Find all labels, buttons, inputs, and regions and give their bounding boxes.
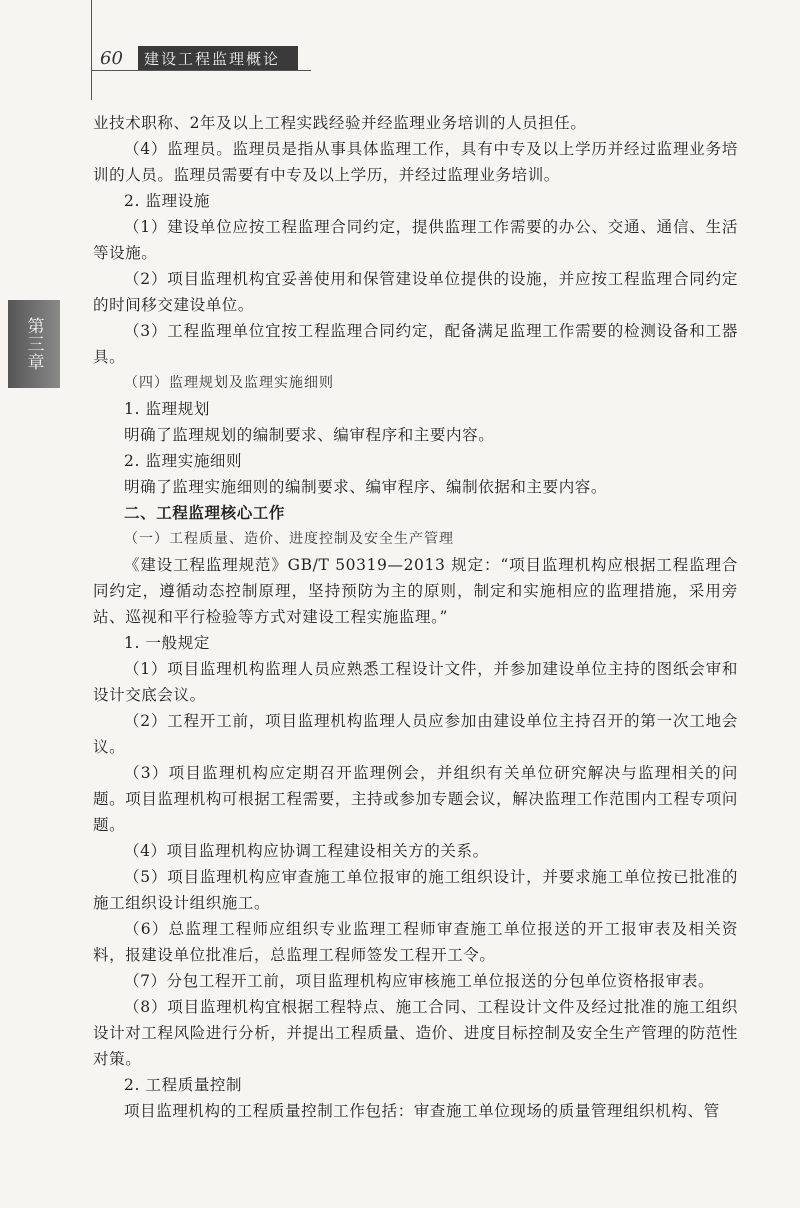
header-horizontal-rule (91, 70, 311, 71)
body-paragraph: 2. 工程质量控制 (124, 1076, 243, 1094)
page-body (93, 110, 738, 1124)
body-paragraph: （3）工程监理单位宜按工程监理合同约定，配备满足监理工作需要的检测设备和工器具。 (93, 322, 738, 366)
body-paragraph: （7）分包工程开工前，项目监理机构应审核施工单位报送的分包单位资格报审表。 (124, 972, 715, 990)
chapter-tab: 第三章 (8, 300, 60, 388)
section-heading: 二、工程监理核心工作 (124, 504, 286, 522)
body-paragraph: 明确了监理实施细则的编制要求、编审程序、编制依据和主要内容。 (124, 478, 608, 496)
body-paragraph: （4）项目监理机构应协调工程建设相关方的关系。 (124, 842, 489, 860)
page-number: 60 (100, 48, 123, 69)
header-vertical-rule (91, 0, 92, 100)
body-paragraph: （4）监理员。监理员是指从事具体监理工作，具有中专及以上学历并经过监理业务培训的人员。监理员需要有中专及以上学历，并经过监理业务培训。 (93, 140, 738, 184)
section-heading: （四）监理规划及监理实施细则 (124, 375, 334, 391)
body-paragraph: 1. 一般规定 (124, 634, 210, 652)
body-paragraph: （6）总监理工程师应组织专业监理工程师审查施工单位报送的开工报审表及相关资料，报建设单位批准后，总监理工程师签发工程开工令。 (93, 920, 738, 964)
body-paragraph: （2）项目监理机构宜妥善使用和保管建设单位提供的设施，并应按工程监理合同约定的时间移交建设单位。 (93, 270, 738, 314)
body-paragraph: 《建设工程监理规范》GB/T 50319—2013 规定：“项目监理机构应根据工程监理合同约定，遵循动态控制原理，坚持预防为主的原则，制定和实施相应的监理措施，采用旁站、巡视和平行检验等方式对建设工程实施监理。” (93, 556, 738, 626)
book-title: 建设工程监理概论 (138, 46, 298, 70)
body-paragraph: （1）建设单位应按工程监理合同约定，提供监理工作需要的办公、交通、通信、生活等设施。 (93, 218, 738, 262)
body-paragraph: （5）项目监理机构应审查施工单位报审的施工组织设计，并要求施工单位按已批准的施工组织设计组织施工。 (93, 868, 738, 912)
body-paragraph: 项目监理机构的工程质量控制工作包括：审查施工单位现场的质量管理组织机构、管 (124, 1102, 720, 1120)
body-paragraph: （3）项目监理机构应定期召开监理例会，并组织有关单位研究解决与监理相关的问题。项目监理机构可根据工程需要，主持或参加专题会议，解决监理工作范围内工程专项问题。 (93, 764, 738, 834)
body-paragraph: 业技术职称、2年及以上工程实践经验并经监理业务培训的人员担任。 (93, 114, 587, 132)
section-heading: （一）工程质量、造价、进度控制及安全生产管理 (124, 531, 454, 547)
body-paragraph: （1）项目监理机构监理人员应熟悉工程设计文件，并参加建设单位主持的图纸会审和设计交底会议。 (93, 660, 738, 704)
body-paragraph: 2. 监理设施 (124, 192, 210, 210)
body-paragraph: （2）工程开工前，项目监理机构监理人员应参加由建设单位主持召开的第一次工地会议。 (93, 712, 738, 756)
body-paragraph: 明确了监理规划的编制要求、编审程序和主要内容。 (124, 426, 495, 444)
body-paragraph: 1. 监理规划 (124, 400, 210, 418)
body-paragraph: （8）项目监理机构宜根据工程特点、施工合同、工程设计文件及经过批准的施工组织设计对工程风险进行分析，并提出工程质量、造价、进度目标控制及安全生产管理的防范性对策。 (93, 998, 738, 1068)
body-paragraph: 2. 监理实施细则 (124, 452, 243, 470)
